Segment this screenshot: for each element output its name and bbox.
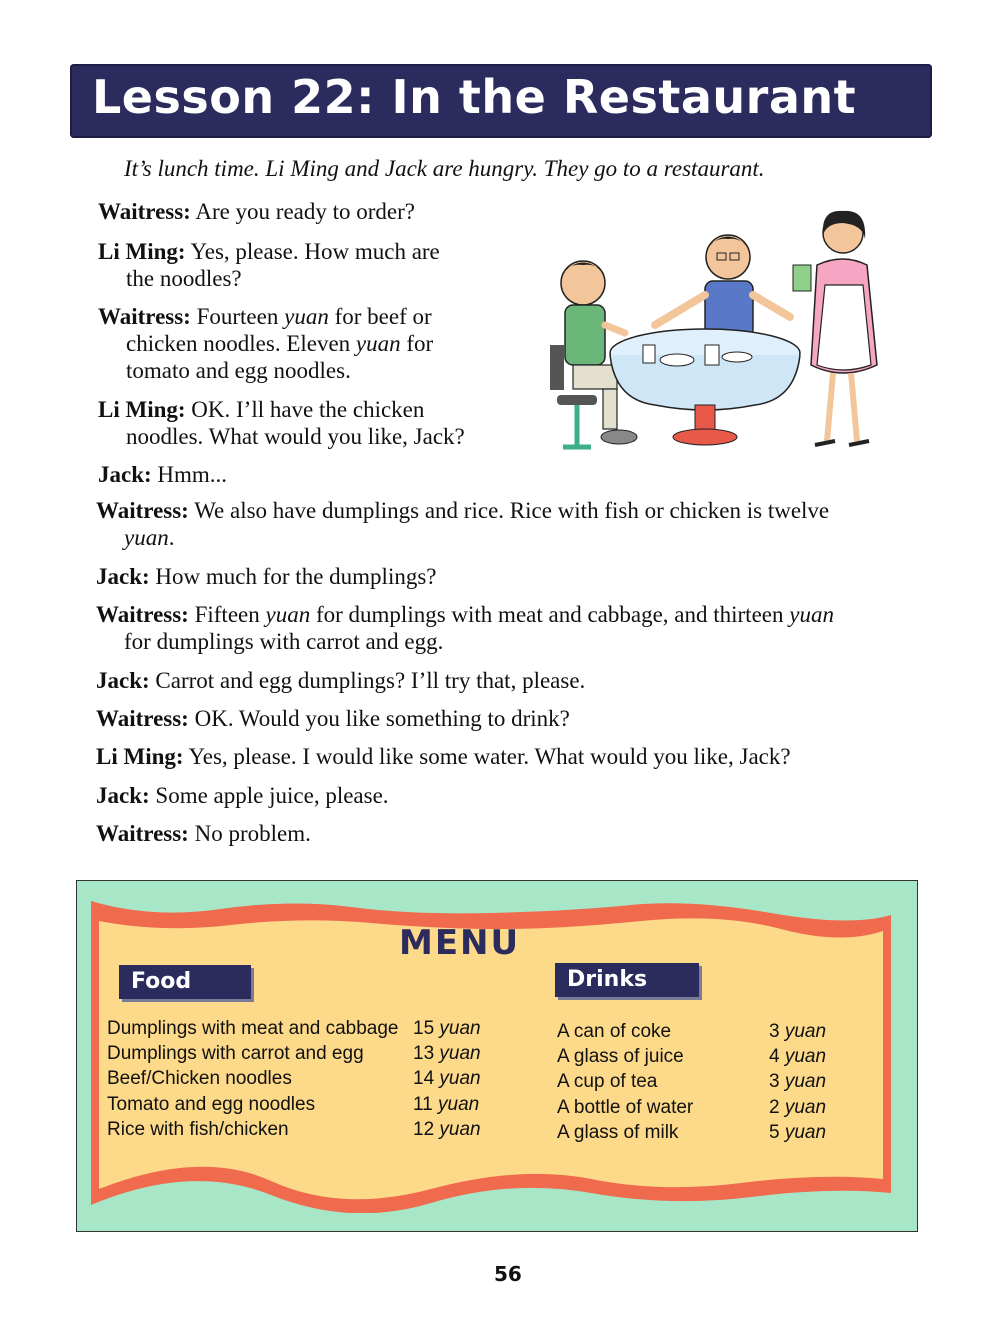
dialogue-line (98, 303, 433, 384)
speech-line (98, 330, 433, 357)
page-number: 56 (494, 1262, 522, 1286)
food-section-label: Food (119, 965, 251, 999)
currency: yuan (784, 1071, 827, 1092)
dialogue-line (98, 461, 227, 488)
currency: yuan (439, 1119, 481, 1140)
dialogue-line (96, 782, 389, 809)
speech: Fourteen (196, 304, 285, 329)
currency-word: yuan (265, 602, 311, 627)
price-value: 13 (413, 1043, 435, 1064)
speech: for beef or (328, 304, 432, 329)
food-item: Beef/Chicken noodles (107, 1068, 292, 1089)
speaker: Jack: (96, 668, 150, 693)
currency-word: yuan (789, 602, 834, 627)
restaurant-illustration (545, 205, 890, 465)
price-value: 3 (769, 1071, 780, 1092)
table (610, 329, 800, 445)
drink-item: A cup of tea (557, 1071, 658, 1092)
dialogue-line (96, 563, 437, 590)
food-price (413, 1018, 481, 1040)
price-value: 3 (769, 1021, 780, 1042)
speech: OK. I’ll have the chicken (191, 397, 425, 422)
food-price (413, 1094, 479, 1116)
speaker: Jack: (96, 564, 150, 589)
drink-item: A can of coke (557, 1021, 672, 1042)
speech: Carrot and egg dumplings? I’ll try that, please. (155, 668, 586, 693)
currency-word: yuan (124, 525, 169, 550)
food-item: Tomato and egg noodles (107, 1094, 316, 1115)
drink-item: A glass of juice (557, 1046, 684, 1067)
price-value: 2 (769, 1097, 780, 1118)
currency: yuan (438, 1094, 480, 1115)
currency: yuan (784, 1021, 827, 1042)
speaker: Li Ming: (98, 239, 186, 264)
speech: We also have dumplings and rice. Rice with fish or chicken is twelve (194, 498, 830, 523)
food-price (413, 1068, 481, 1090)
currency: yuan (439, 1018, 481, 1039)
speaker: Li Ming: (98, 397, 186, 422)
drink-price (769, 1046, 826, 1068)
speech: for (400, 331, 434, 356)
currency: yuan (784, 1046, 827, 1067)
dialogue-line (96, 743, 791, 770)
speech: tomato and egg noodles. (126, 358, 351, 383)
price-value: 12 (413, 1119, 435, 1140)
food-item: Dumplings with carrot and egg (107, 1043, 364, 1064)
speaker: Li Ming: (96, 744, 184, 769)
speech: chicken noodles. Eleven (126, 331, 356, 356)
speaker: Waitress: (98, 199, 191, 224)
speech-line (96, 524, 829, 551)
price-value: 11 (413, 1094, 433, 1115)
food-item: Dumplings with meat and cabbage (107, 1018, 399, 1039)
speech: for dumplings with meat and cabbage, and thirteen (310, 602, 790, 627)
speaker: Waitress: (96, 498, 189, 523)
currency-word: yuan (355, 331, 401, 356)
speech: . (168, 525, 175, 550)
speaker: Waitress: (96, 602, 189, 627)
food-price (413, 1043, 481, 1065)
food-item: Rice with fish/chicken (107, 1119, 289, 1140)
drink-price (769, 1122, 826, 1144)
waitress (793, 211, 877, 445)
drink-price (769, 1071, 826, 1093)
currency-word: yuan (284, 304, 329, 329)
speech: Fifteen (194, 602, 266, 627)
drink-item: A glass of milk (557, 1122, 679, 1143)
speech: OK. Would you like something to drink? (194, 706, 570, 731)
dialogue-line (96, 667, 585, 694)
food-price (413, 1119, 481, 1141)
dialogue-line (98, 198, 415, 225)
speech: Some apple juice, please. (155, 783, 389, 808)
speech: noodles. What would you like, Jack? (126, 424, 465, 449)
dialogue-line (96, 820, 311, 847)
dialogue-line (96, 601, 834, 655)
boy-li-ming (655, 235, 790, 337)
lesson-title-banner (70, 64, 932, 138)
drink-price (769, 1021, 826, 1043)
speaker: Waitress: (96, 821, 189, 846)
drink-price (769, 1097, 826, 1119)
currency: yuan (784, 1097, 827, 1118)
menu-board (76, 880, 918, 1232)
speech: Yes, please. I would like some water. What would you like, Jack? (188, 744, 791, 769)
speech: the noodles? (126, 266, 242, 291)
speaker: Jack: (96, 783, 150, 808)
dialogue-line (96, 497, 829, 551)
drink-item: A bottle of water (557, 1097, 694, 1118)
speech: Hmm... (157, 462, 228, 487)
speech: How much for the dumplings? (155, 564, 437, 589)
price-value: 14 (413, 1068, 435, 1089)
speaker: Waitress: (96, 706, 189, 731)
dialogue-line (96, 705, 570, 732)
price-value: 15 (413, 1018, 435, 1039)
menu-title: MENU (399, 923, 521, 963)
price-value: 4 (769, 1046, 780, 1067)
speech: for dumplings with carrot and egg. (124, 629, 444, 654)
intro-text: It’s lunch time. Li Ming and Jack are hungry. They go to a restaurant. (124, 156, 765, 181)
dialogue-line (98, 396, 465, 450)
currency: yuan (439, 1068, 481, 1089)
speech: Yes, please. How much are (190, 239, 440, 264)
lesson-title: Lesson 22: In the Restaurant (92, 70, 857, 124)
currency: yuan (784, 1122, 827, 1143)
speaker: Jack: (98, 462, 152, 487)
speech: No problem. (194, 821, 311, 846)
speech: Are you ready to order? (195, 199, 416, 224)
currency: yuan (439, 1043, 481, 1064)
price-value: 5 (769, 1122, 780, 1143)
drinks-section-label: Drinks (555, 963, 699, 997)
speaker: Waitress: (98, 304, 191, 329)
dialogue-line (98, 238, 440, 292)
